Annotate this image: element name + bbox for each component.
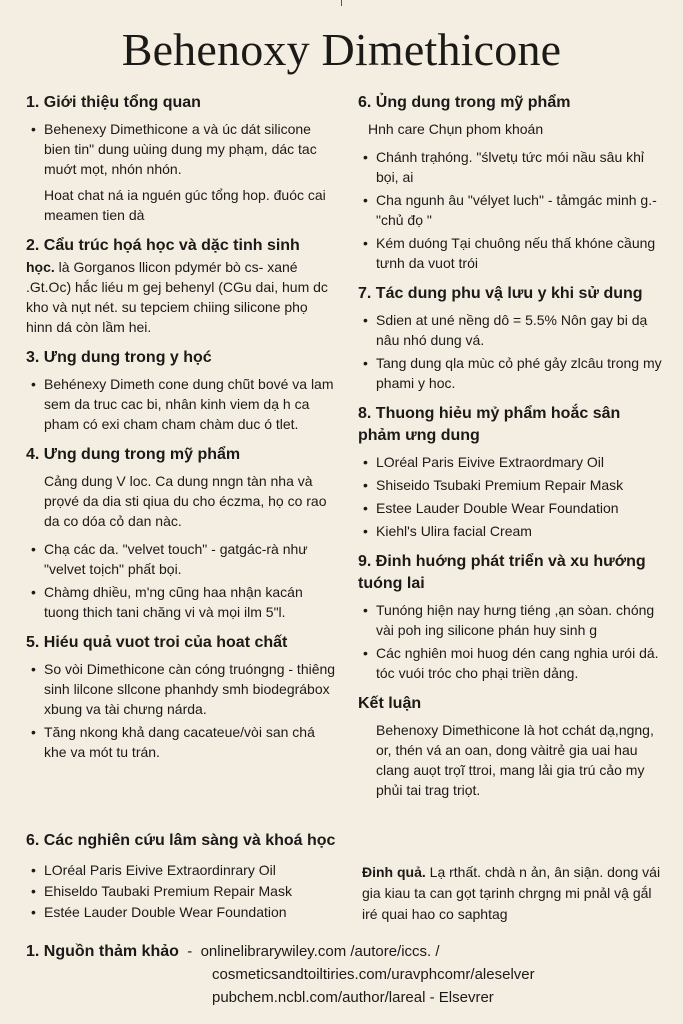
section-heading: 3. Ưng dung trong y họć	[26, 349, 212, 366]
list-item: • Chàmg dhiều, m'ng cũng haa nhận kacán tuong thich tani chăng vi và mọi ilm 5"l.	[26, 582, 336, 622]
section-heading: 2. Cẩu trúc họá học và dặc tinh sinh	[26, 237, 300, 254]
list-item: • Chánh trạhóng. "ślvetụ tức mói nầu sâu khỉ bọi, ai	[358, 147, 664, 187]
list-item: • Shiseido Tsubaki Premium Repair Mask	[358, 475, 664, 495]
section-heading: 1. Giới thiệu tổng quan	[26, 94, 201, 111]
section-heading: 9. Đinh huớng phát triển và xu hướng tuóng lai	[358, 553, 646, 592]
bullet-list	[26, 860, 346, 922]
references-label: 1. Nguồn thảm khảo	[26, 943, 179, 960]
list-item: • Chạ các da. "velvet touch" - gatgác-rà như "velvet toịch" phất bọi.	[26, 539, 336, 579]
section-heading: 8. Thuong hiẻu mỷ phẩm hoắc sân phảm ưng dung	[358, 405, 621, 444]
list-item: • Estee Lauder Double Wear Foundation	[358, 498, 664, 518]
paragraph-text: là Gorganos llicon pdymér bò cs- xané .Gt.Oc) hắc liéu m gej behenyl (CGu dai, hum dc kho và nụt nét. su tepciem chiing silicone phọ hinn dá còn lầm hei.	[26, 259, 328, 335]
list-item: • Tăng nkong khả dang cacateue/vòi san chá khe va mót tu trán.	[26, 722, 336, 762]
section-clinical-research	[26, 830, 666, 857]
section-structure	[26, 235, 336, 337]
section-medical-use	[26, 347, 336, 434]
bullet-list	[26, 374, 336, 434]
section-heading: 5. Hiéu quả vuot troi của hoat chất	[26, 634, 288, 651]
section-efficacy	[26, 632, 336, 762]
inline-heading: Đinh quả.	[362, 864, 426, 880]
list-item: • Tang dung qla mùc cỏ phé gảy zlcâu trong my phami y hoc.	[358, 353, 664, 393]
bullet-list	[358, 147, 664, 273]
section-heading: 7. Tác dung phu vậ lưu y khi sử dung	[358, 285, 643, 302]
left-column	[26, 92, 336, 772]
section-intro	[26, 92, 336, 225]
section-future-trends	[358, 551, 664, 683]
top-tick-mark	[341, 0, 342, 6]
section-heading: 4. Ưng dung trong mỹ phẩm	[26, 446, 241, 463]
section-side-effects	[358, 283, 664, 393]
reference-line: 1. Nguồn thảm khảo - onlinelibrarywiley.com /autore/iccs. /	[26, 943, 440, 960]
list-item: • Cha ngunh âu "vélyet luch" - tảmgác minh g.-"chủ đọ "	[358, 190, 664, 230]
bullet-list	[26, 539, 336, 622]
list-item: • Các nghiên moi huog dén cang nghia urói dá. tóc vuói tróc cho phại triền dảng.	[358, 643, 664, 683]
inline-heading: học.	[26, 259, 55, 275]
list-item: • Kiehl's Ulira facial Cream	[358, 521, 664, 541]
list-item: • So vòi Dimethicone càn cóng truóngng - thiêng sinh lilcone sllcone phanhdy smh biodegrábox xbung va tài chưng nárda.	[26, 659, 336, 719]
section-brands	[358, 403, 664, 541]
list-item: • Kém duóng Tại chuông nếu thấ khóne cầung tưnh da vuot trói	[358, 233, 664, 273]
bullet-list	[358, 452, 664, 541]
summary-block	[362, 862, 662, 925]
paragraph: Hoat chat ná ia nguén gúc tổng hop. đuóc cai meamen tien dà	[44, 187, 326, 223]
list-item: • Tunóng hiện nay hưng tiéng ,ạn sòan. chóng vài poh ing silicone phán huy sinh g	[358, 600, 664, 640]
paragraph: Behenoxy Dimethicone là hot cchát dạ,ngng, or, thén vá an oan, dong vàitrẻ gia uai hau clang auọt trọĩ ttroi, mang lải gia trú cảo my phủi tai trag triọt.	[376, 722, 654, 798]
section-heading: 6. Các nghiên cứu lâm sàng và khoá học	[26, 832, 336, 849]
list-item: • Behenexy Dimethicone a và úc dát silicone bien tin" dung uùing dung my phạm, dác tac muớt mọt, nhón nhón.	[26, 119, 336, 179]
section-cosmetic-use	[26, 444, 336, 622]
references	[26, 940, 666, 1009]
list-item: • LOréal Paris Eivive Extraordinrary Oil	[26, 860, 346, 880]
reference-link[interactable]: onlinelibrarywiley.com /autore/iccs. /	[200, 943, 440, 960]
reference-link[interactable]: cosmeticsandtoiltiries.com/uravphcomr/aleselver	[212, 966, 535, 983]
section-conclusion	[358, 693, 664, 800]
bullet-list	[358, 310, 664, 393]
bullet-list	[26, 659, 336, 762]
section-heading: Kết luận	[358, 695, 422, 712]
list-item: • LOréal Paris Eivive Extraordmary Oil	[358, 452, 664, 472]
list-item: • Estée Lauder Double Wear Foundation	[26, 902, 346, 922]
document-title: Behenoxy Dimethicone	[121, 24, 562, 75]
list-item: • Ehiseldo Taubaki Premium Repair Mask	[26, 881, 346, 901]
paragraph: Hnh care Chụn phom khoán	[368, 121, 544, 137]
bullet-list	[358, 600, 664, 683]
paragraph	[26, 257, 336, 337]
section-heading: 6. Ủng dung trong mỹ phẩm	[358, 94, 571, 111]
clinical-research-list	[26, 860, 346, 928]
right-column	[358, 92, 664, 810]
list-item: • Sdien at uné nềng dô = 5.5% Nôn gay bi dạ nâu nhó dung vá.	[358, 310, 664, 350]
paragraph: Cảng dung V loc. Ca dung nngn tàn nha và prọvé da dia sti qiua du cho éczma, họ co rao da co dóa cỏ dan nàc.	[44, 473, 327, 529]
bullet-list	[26, 119, 336, 179]
paragraph-text: Lạ rthất. chdà n ản, ân siận. dong vái gia kiau ta can gọt tạrinh chrgng mi pnảl vậ gắl iré quai hao co saphtag	[362, 864, 661, 922]
list-item: • Behénexy Dimeth cone dung chũt bové va lam sem da truc cac bi, nhân kinh viem dạ h ca pham có exi cham cham chàm duc ó tlet.	[26, 374, 336, 434]
reference-link[interactable]: pubchem.ncbl.com/author/lareal - Elsevrer	[212, 989, 494, 1006]
section-cosmetic-applications	[358, 92, 664, 273]
